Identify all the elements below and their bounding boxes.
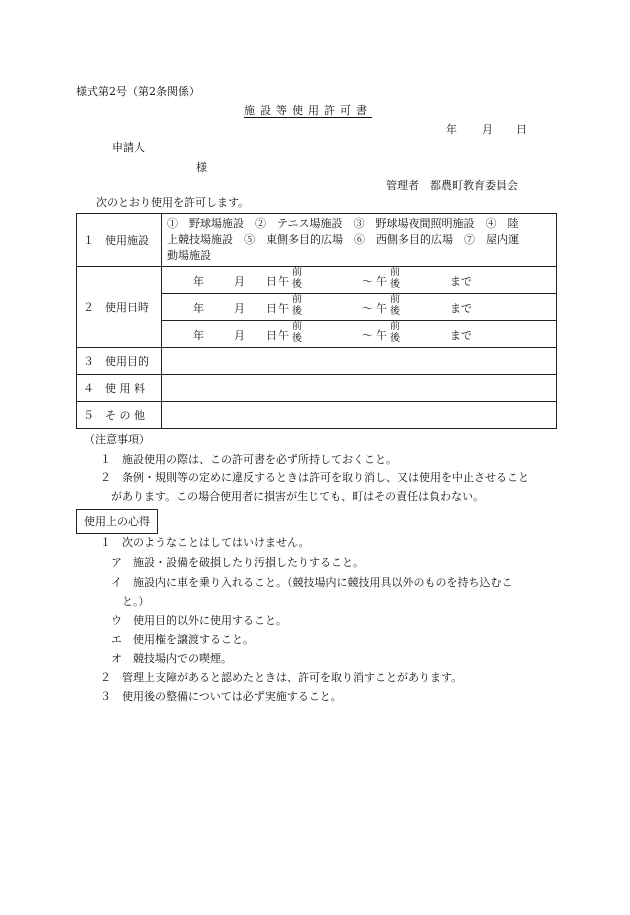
- other-value: [162, 402, 557, 429]
- dt-tilde: ～: [362, 329, 373, 342]
- dt-month: 月: [234, 329, 245, 342]
- purpose-label: ３ 使用目的: [77, 348, 162, 375]
- rule-line: エ 使用権を譲渡すること。: [100, 633, 254, 646]
- dt-am: 前: [292, 294, 302, 305]
- rules-box: 使用上の心得: [76, 509, 158, 534]
- rule-line: と。）: [100, 595, 150, 608]
- fee-row: [77, 375, 557, 402]
- document-title: 施設等使用許可書: [244, 104, 372, 117]
- facility-options: [162, 214, 557, 267]
- applicant-label: 申請人: [112, 141, 145, 154]
- facility-line: ① 野球場施設 ② テニス場施設 ③ 野球場夜間照明施設 ④ 陸: [167, 217, 519, 230]
- rule-line: イ 施設内に車を乗り入れること。（競技場内に競技用具以外のものを持ち込むこ: [100, 576, 513, 589]
- purpose-value: [162, 348, 557, 375]
- rule-line: ２ 管理上支障があると認めたときは、許可を取り消すことがあります。: [100, 671, 463, 684]
- dt-ampm: [290, 294, 304, 318]
- dt-pm-end: 後: [390, 306, 400, 317]
- dt-pm-end: 後: [390, 279, 400, 290]
- dt-month: 月: [234, 275, 245, 288]
- dt-ampm: [290, 321, 304, 345]
- dt-pm: 後: [292, 306, 302, 317]
- other-row: [77, 402, 557, 429]
- dt-year: 年: [193, 302, 204, 315]
- dt-month: 月: [234, 302, 245, 315]
- dt-noon-end: 午: [376, 275, 387, 288]
- note-item: があります。この場合使用者に損害が生じても、町はその責任は負わない。: [100, 490, 485, 503]
- dt-tilde: ～: [362, 302, 373, 315]
- rule-line: １ 次のようなことはしてはいけません。: [100, 536, 310, 549]
- note-item: ２ 条例・規則等の定めに違反するときは許可を取り消し、又は使用を中止させること: [100, 471, 529, 484]
- fee-label: ４ 使 用 料: [77, 375, 162, 402]
- applicant-honorific: 様: [196, 161, 207, 174]
- datetime-cell: [162, 321, 557, 348]
- dt-noon: 午: [278, 329, 289, 342]
- other-label: ５ そ の 他: [77, 402, 162, 429]
- form-number: 様式第2号（第2条関係）: [76, 85, 200, 98]
- facility-label: １ 使用施設: [77, 214, 162, 267]
- dt-ampm-end: [388, 321, 402, 345]
- dt-until: まで: [450, 275, 472, 288]
- datetime-row-1: [77, 267, 557, 294]
- facility-row: [77, 214, 557, 267]
- dt-until: まで: [450, 329, 472, 342]
- rule-line: オ 競技場内での喫煙。: [100, 652, 232, 665]
- dt-noon-end: 午: [376, 329, 387, 342]
- dt-pm-end: 後: [390, 333, 400, 344]
- datetime-cell: [162, 267, 557, 294]
- dt-until: まで: [450, 302, 472, 315]
- notes-heading: （注意事項）: [84, 433, 150, 446]
- dt-ampm: [290, 267, 304, 291]
- note-item: １ 施設使用の際は、この許可書を必ず所持しておくこと。: [100, 453, 397, 466]
- dt-am: 前: [292, 267, 302, 278]
- dt-ampm-end: [388, 267, 402, 291]
- dt-noon: 午: [278, 275, 289, 288]
- purpose-row: [77, 348, 557, 375]
- dt-am: 前: [292, 321, 302, 332]
- dt-year: 年: [193, 275, 204, 288]
- permit-table: [76, 213, 557, 429]
- dt-noon-end: 午: [376, 302, 387, 315]
- dt-tilde: ～: [362, 275, 373, 288]
- intro-text: 次のとおり使用を許可します。: [96, 196, 250, 209]
- rule-line: ３ 使用後の整備については必ず実施すること。: [100, 690, 342, 703]
- datetime-label: ２ 使用日時: [77, 267, 162, 348]
- date-month: 月: [482, 123, 493, 136]
- date-year: 年: [446, 123, 457, 136]
- dt-day: 日: [266, 329, 277, 342]
- dt-pm: 後: [292, 333, 302, 344]
- dt-am-end: 前: [390, 267, 400, 278]
- datetime-cell: [162, 294, 557, 321]
- fee-value: [162, 375, 557, 402]
- dt-pm: 後: [292, 279, 302, 290]
- dt-year: 年: [193, 329, 204, 342]
- dt-am-end: 前: [390, 294, 400, 305]
- rule-line: ウ 使用目的以外に使用すること。: [100, 614, 287, 627]
- dt-am-end: 前: [390, 321, 400, 332]
- facility-line: 上競技場施設 ⑤ 東側多目的広場 ⑥ 西側多目的広場 ⑦ 屋内運: [167, 233, 519, 246]
- rule-line: ア 施設・設備を破損したり汚損したりすること。: [100, 556, 364, 569]
- dt-day: 日: [266, 302, 277, 315]
- dt-day: 日: [266, 275, 277, 288]
- manager-name: 管理者 都農町教育委員会: [386, 179, 518, 192]
- dt-noon: 午: [278, 302, 289, 315]
- facility-line: 動場施設: [167, 249, 211, 262]
- dt-ampm-end: [388, 294, 402, 318]
- date-day: 日: [516, 123, 527, 136]
